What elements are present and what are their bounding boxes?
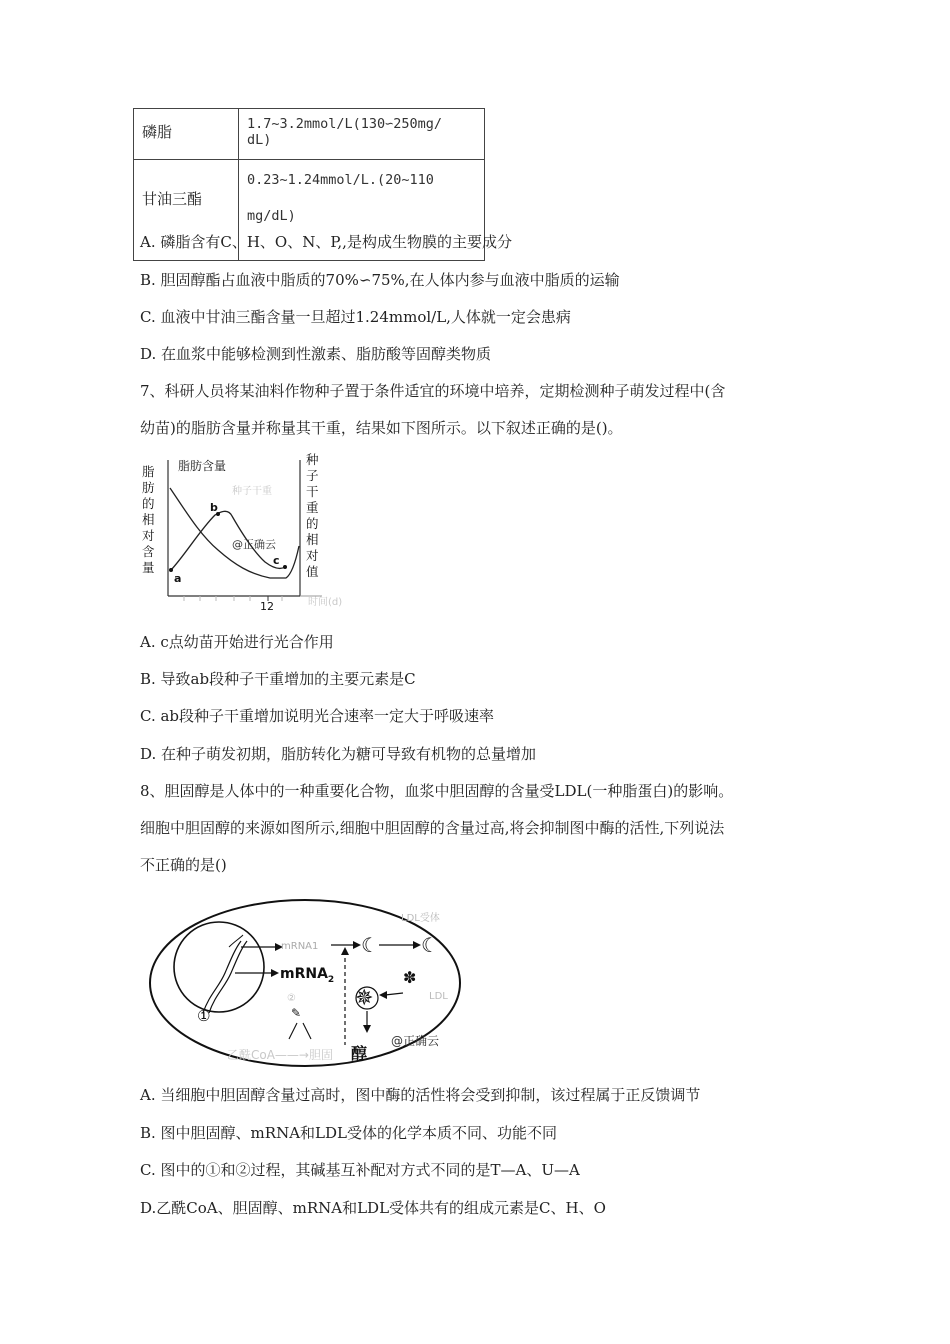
q8-stem-line: 8、胆固醇是人体中的一种重要化合物，血浆中胆固醇的含量受LDL(一种脂蛋白)的影响。 [140, 782, 734, 800]
table-row [134, 109, 485, 160]
q8-option-a: A. 当细胞中胆固醇含量过高时，图中酶的活性将会受到抑制，该过程属于正反馈调节 [140, 1086, 701, 1104]
acetyl-coa-pathway-label: 乙酰CoA——→胆固 [227, 1048, 333, 1062]
curve-label: 脂肪含量 [178, 459, 227, 473]
q7-option-d: D. 在种子萌发初期，脂肪转化为糖可导致有机物的总量增加 [140, 745, 537, 763]
process-1-label: ① [197, 1007, 211, 1025]
q7-option-a: A. c点幼苗开始进行光合作用 [140, 633, 334, 651]
q8-option-d: D.乙酰CoA、胆固醇、mRNA和LDL受体共有的组成元素是C、H、O [140, 1199, 606, 1217]
table-cell-value [239, 109, 485, 160]
q6-option-d: D. 在血浆中能够检测到性激素、脂肪酸等固醇类物质 [140, 345, 492, 363]
watermark: @正确云 [232, 538, 276, 551]
point-b-label: b [210, 501, 218, 514]
faded-dry-weight-label: 种子干重 [232, 486, 272, 497]
value-line: 0.23~1.24mmol/L.(20~110 [247, 172, 434, 188]
q7-stem-line: 7、科研人员将某油料作物种子置于条件适宜的环境中培养，定期检测种子萌发过程中(含 [140, 382, 726, 400]
q7-option-b: B. 导致ab段种子干重增加的主要元素是C [140, 670, 416, 688]
watermark: @正确云 [391, 1034, 440, 1048]
ldl-particle-icon: ✽ [403, 968, 417, 987]
enzyme-icon: ✎ [291, 1006, 302, 1020]
point-c-label: c [273, 554, 280, 567]
q8-option-c: C. 图中的①和②过程，其碱基互补配对方式不同的是T—A、U—A [140, 1161, 580, 1179]
q8-option-b: B. 图中胆固醇、mRNA和LDL受体的化学本质不同、功能不同 [140, 1124, 557, 1142]
mrna2-label: mRNA$_2$ [280, 966, 335, 985]
q7-option-c: C. ab段种子干重增加说明光合速率一定大于呼吸速率 [140, 707, 495, 725]
nucleus [174, 922, 264, 1012]
q7-stem-line: 幼苗)的脂肪含量并称量其干重，结果如下图所示。以下叙述正确的是()。 [140, 419, 623, 437]
receptor-icon: ☾ [361, 933, 379, 957]
right-axis-label: 种子干重的相对值 [306, 452, 319, 579]
value-line: 1.7~3.2mmol/L(130∽250mg/ [247, 116, 443, 132]
dna-strand [209, 941, 247, 1013]
tick-12-label: 12 [260, 600, 274, 613]
q8-stem-line: 不正确的是() [140, 856, 227, 874]
process-2-label: ② [287, 993, 296, 1004]
value-line: dL) [247, 132, 272, 148]
table-cell-name: 磷脂 [134, 109, 239, 160]
cholesterol-source-diagram [145, 895, 465, 1075]
q6-option-b: B. 胆固醇酯占血液中脂质的70%∽75%,在人体内参与血液中脂质的运输 [140, 271, 620, 289]
ldl-receptor-label: LDL受体 [401, 913, 440, 924]
ldl-label: LDL [429, 991, 448, 1002]
x-axis-label: 时间(d) [308, 597, 343, 608]
table-cell-name: 甘油三酯 [134, 160, 239, 261]
fat-content-curve [170, 488, 299, 578]
membrane-receptor-icon: ☾ [421, 933, 439, 957]
ldl-complex-icon: ✵ [355, 986, 374, 1011]
value-line: mg/dL) [247, 208, 296, 224]
left-axis-label: 脂肪的相对含量 [142, 464, 155, 575]
q8-stem-line: 细胞中胆固醇的来源如图所示,细胞中胆固醇的含量过高,将会抑制图中酶的活性,下列说法 [140, 819, 725, 837]
fat-content-graph [140, 450, 355, 615]
mrna1-label: mRNA1 [281, 941, 319, 952]
q6-option-c: C. 血液中甘油三酯含量一旦超过1.24mmol/L,人体就一定会患病 [140, 308, 571, 326]
point-a-label: a [174, 572, 182, 585]
dna-strand [203, 941, 241, 1013]
q6-option-a: A. 磷脂含有C、H、O、N、P,,是构成生物膜的主要成分 [140, 233, 512, 251]
cholesterol-label: 醇 [351, 1044, 368, 1063]
